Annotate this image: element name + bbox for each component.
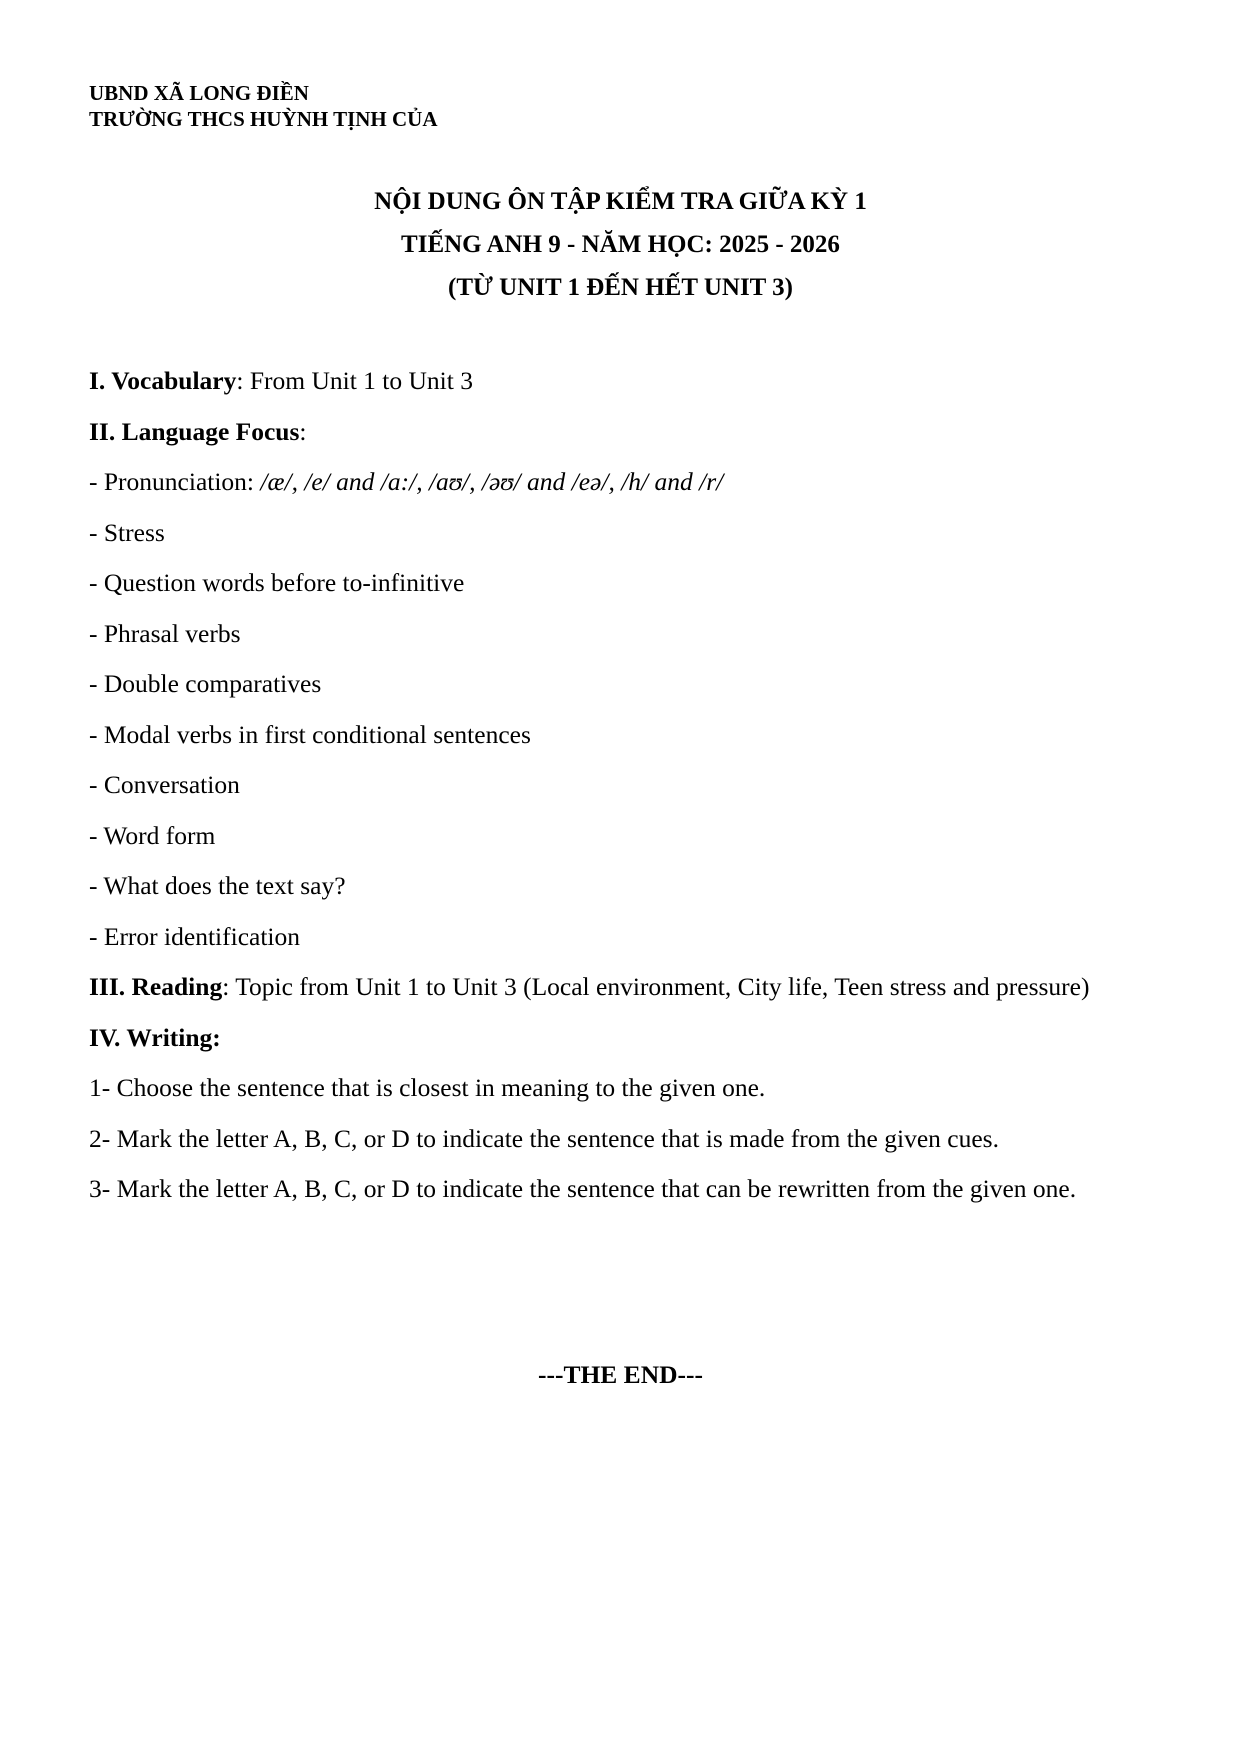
list-item: - Modal verbs in first conditional sentences [89, 719, 531, 749]
school-header [89, 80, 438, 132]
list-item: - What does the text say? [89, 871, 346, 900]
document-title [0, 180, 1241, 309]
document-body [89, 356, 1162, 1215]
list-item: - Conversation [89, 770, 240, 799]
list-item: - Error identification [89, 921, 300, 951]
header-line-school: TRƯỜNG THCS HUỲNH TỊNH CỦA [89, 107, 438, 131]
section-vocabulary-text: : From Unit 1 to Unit 3 [236, 366, 473, 395]
section-writing [89, 1013, 1162, 1064]
title-line-3: (TỪ UNIT 1 ĐẾN HẾT UNIT 3) [448, 274, 793, 301]
list-item-pronunciation [89, 457, 1162, 508]
title-line-2: TIẾNG ANH 9 - NĂM HỌC: 2025 - 2026 [401, 231, 840, 258]
section-reading-text: : Topic from Unit 1 to Unit 3 (Local environment, City life, Teen stress and pressure) [222, 972, 1090, 1001]
title-line-1: NỘI DUNG ÔN TẬP KIỂM TRA GIỮA KỲ 1 [374, 188, 867, 215]
list-item: - Double comparatives [89, 669, 322, 698]
section-writing-label: IV. Writing: [89, 1022, 221, 1052]
section-language-focus-label: II. Language Focus [89, 416, 300, 446]
section-vocabulary [89, 356, 1162, 407]
pronunciation-sounds: /æ/, /e/ and /a:/, /aʊ/, /əʊ/ and /eə/, /h/ and /r/ [260, 467, 724, 496]
list-item: - Word form [89, 820, 216, 850]
section-reading [89, 962, 1162, 1013]
writing-item: 2- Mark the letter A, B, C, or D to indicate the sentence that is made from the given cues. [89, 1123, 999, 1153]
list-item: - Phrasal verbs [89, 618, 241, 648]
list-item: - Stress [89, 517, 165, 547]
section-vocabulary-label: I. Vocabulary [89, 366, 237, 395]
writing-item: 3- Mark the letter A, B, C, or D to indicate the sentence that can be rewritten from the given one. [89, 1174, 1077, 1203]
section-reading-label: III. Reading [89, 972, 223, 1001]
header-line-district: UBND XÃ LONG ĐIỀN [89, 81, 309, 105]
writing-item: 1- Choose the sentence that is closest in meaning to the given one. [89, 1073, 766, 1102]
section-language-focus [89, 407, 1162, 458]
list-item: - Question words before to-infinitive [89, 568, 465, 597]
section-language-focus-text: : [299, 416, 307, 446]
pronunciation-prefix: - Pronunciation: [89, 467, 261, 496]
the-end-marker: ---THE END--- [537, 1360, 703, 1389]
